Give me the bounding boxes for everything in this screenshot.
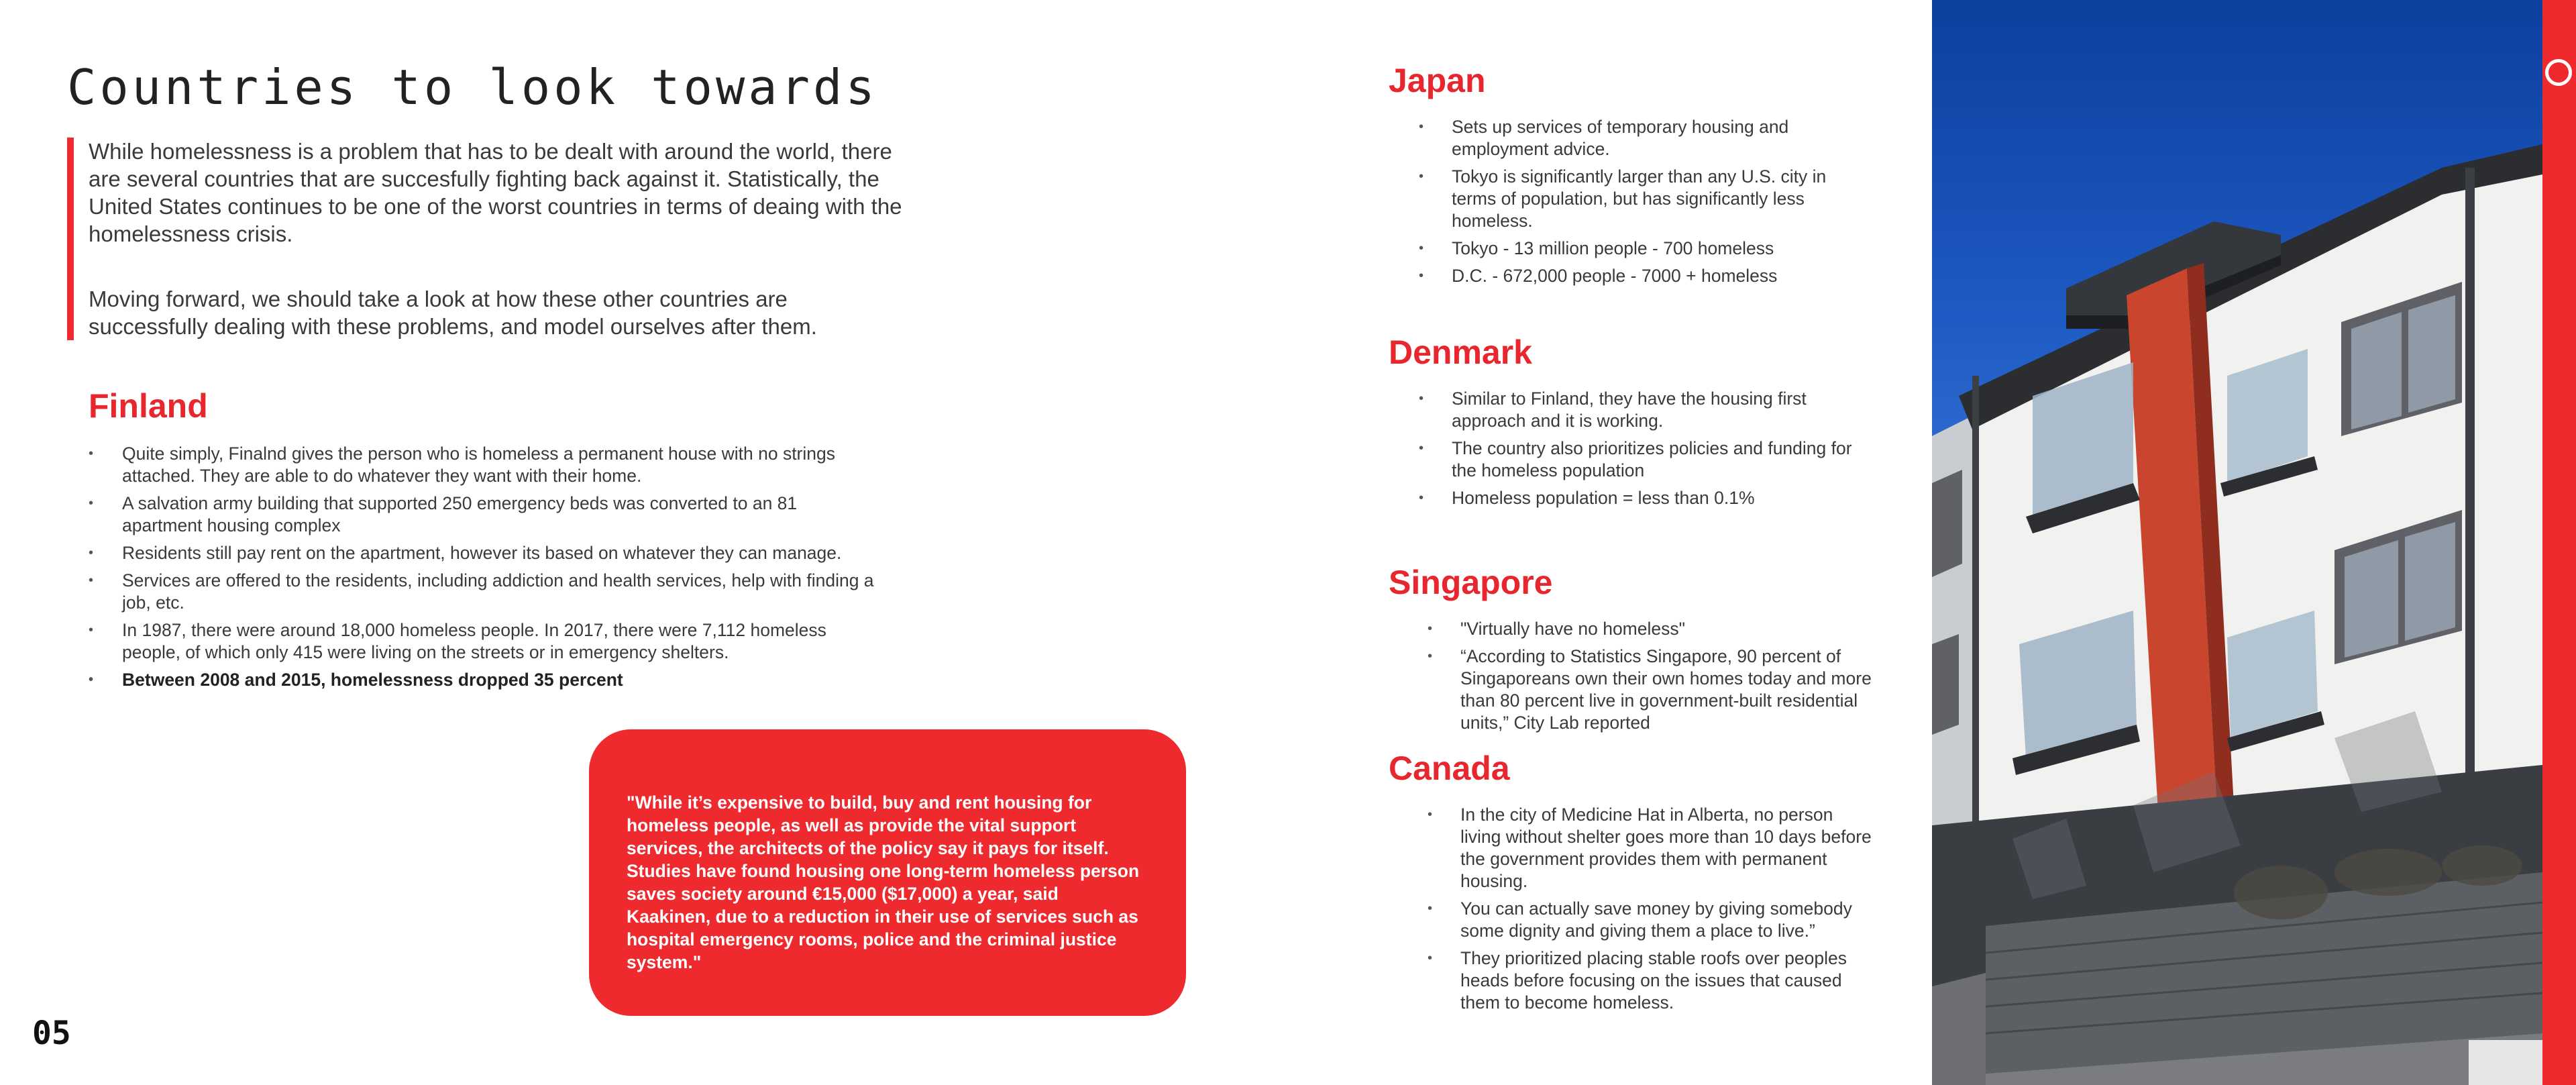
list-item: • “According to Statistics Singapore, 90 percent of Singaporeans own their own homes today and more than 80 percent live in government-built residential units,” City Lab reported	[1389, 645, 1872, 734]
finland-bullet-list	[89, 443, 880, 691]
finland-section	[89, 389, 880, 696]
list-item: • They prioritized placing stable roofs over peoples heads before focusing on the issues that caused them to become homeless.	[1389, 947, 1872, 1014]
list-item: • A salvation army building that supported 250 emergency beds was converted to an 81 apartment housing complex	[89, 493, 880, 537]
singapore-heading: Singapore	[1389, 564, 1553, 601]
page-number: 05	[32, 1015, 71, 1052]
list-item: • You can actually save money by giving somebody some dignity and giving them a place to live.”	[1389, 898, 1872, 942]
building-photo	[1932, 0, 2542, 1085]
ring-icon	[2545, 59, 2572, 86]
list-item: • Sets up services of temporary housing and employment advice.	[1389, 116, 1872, 160]
canada-heading: Canada	[1389, 750, 1510, 787]
list-item: • Tokyo - 13 million people - 700 homeless	[1389, 238, 1872, 260]
denmark-section	[1389, 335, 1872, 515]
accent-strip	[2542, 0, 2576, 1085]
list-item: • Homeless population = less than 0.1%	[1389, 487, 1872, 509]
list-item: • Tokyo is significantly larger than any U.S. city in terms of population, but has significantly less homeless.	[1389, 166, 1872, 232]
intro-paragraph-1: While homelessness is a problem that has to be dealt with around the world, there are several countries that are succesfully fighting back against it. Statistically, the United States continues to be one of the worst countries in terms of deaing with the homelessness crisis.	[89, 139, 902, 246]
canada-bullet-list	[1389, 804, 1872, 1014]
list-item: • In 1987, there were around 18,000 homeless people. In 2017, there were 7,112 homeless people, of which only 415 were living on the streets or in emergency shelters.	[89, 619, 880, 664]
denmark-heading: Denmark	[1389, 333, 1532, 371]
list-item: • Quite simply, Finalnd gives the person who is homeless a permanent house with no strings attached. They are able to do whatever they want with their home.	[89, 443, 880, 487]
quote-text: "While it’s expensive to build, buy and rent housing for homeless people, as well as provide the vital support services, the architects of the policy say it pays for itself. Studies have found housing one long-term homeless person saves society around €15,000 ($17,000) a year, said Kaakinen, due to a reduction in their use of services such as hospital emergency rooms, police and the criminal justice system."	[627, 792, 1140, 972]
list-item: • In the city of Medicine Hat in Alberta, no person living without shelter goes more than 10 days before the government provides them with permanent housing.	[1389, 804, 1872, 892]
list-item: • Services are offered to the residents, including addiction and health services, help with finding a job, etc.	[89, 570, 880, 614]
list-item: • Residents still pay rent on the apartment, however its based on whatever they can manage.	[89, 542, 880, 564]
quote-callout	[589, 729, 1186, 1016]
finland-heading: Finland	[89, 387, 208, 425]
canada-section	[1389, 752, 1872, 1019]
page-title: Countries to look towards	[67, 59, 878, 115]
intro-paragraph-2: Moving forward, we should take a look at how these other countries are successfully dealing with these problems, and model ourselves after them.	[89, 287, 817, 339]
intro-block	[67, 138, 906, 340]
building-illustration	[1932, 0, 2542, 1085]
japan-heading: Japan	[1389, 62, 1486, 99]
list-item: • D.C. - 672,000 people - 7000 + homeless	[1389, 265, 1872, 287]
list-item: • The country also prioritizes policies and funding for the homeless population	[1389, 437, 1872, 482]
list-item: • "Virtually have no homeless"	[1389, 618, 1872, 640]
japan-bullet-list	[1389, 116, 1872, 287]
singapore-bullet-list	[1389, 618, 1872, 734]
list-item: • Between 2008 and 2015, homelessness dropped 35 percent	[89, 669, 880, 691]
japan-section	[1389, 64, 1872, 293]
singapore-section	[1389, 566, 1872, 739]
denmark-bullet-list	[1389, 388, 1872, 509]
list-item: • Similar to Finland, they have the housing first approach and it is working.	[1389, 388, 1872, 432]
